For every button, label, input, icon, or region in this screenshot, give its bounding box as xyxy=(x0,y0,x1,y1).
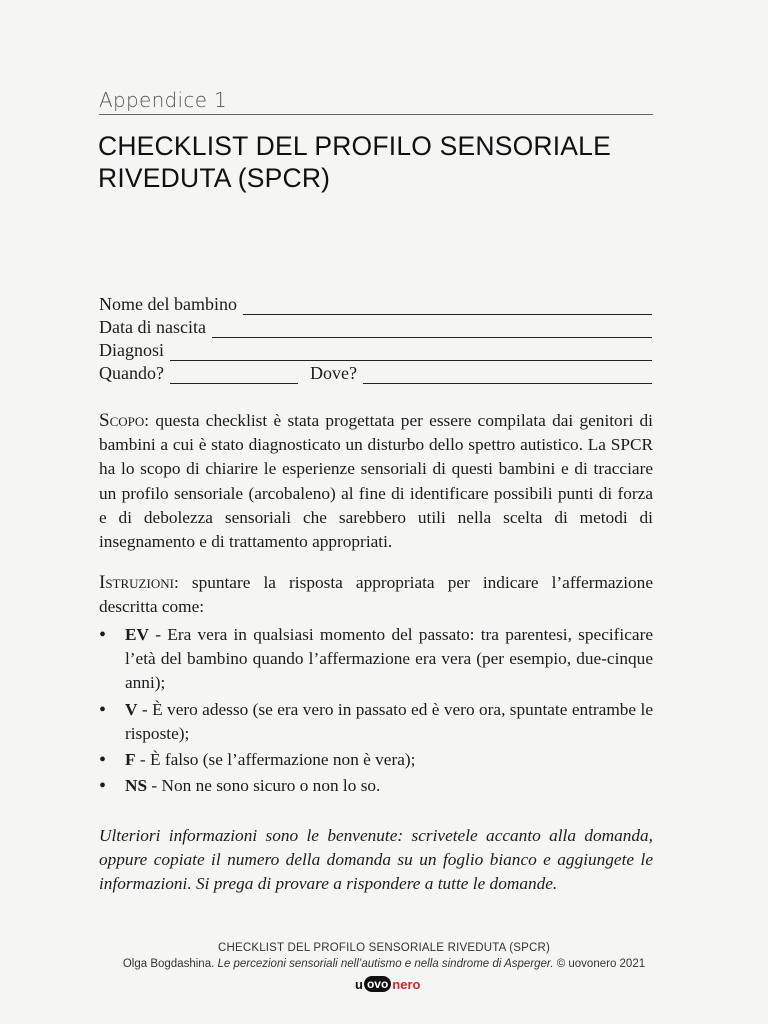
footer-credit xyxy=(0,958,768,970)
scopo-paragraph xyxy=(99,409,653,554)
list-item xyxy=(99,623,653,696)
title-line-2: RIVEDUTA (SPCR) xyxy=(98,163,331,193)
title-line-1: CHECKLIST DEL PROFILO SENSORIALE xyxy=(98,131,611,161)
code-ev: EV xyxy=(125,625,150,644)
item-text: - È vero adesso (se era vero in passato ed è vero ora, spuntate entrambe le risposte); xyxy=(125,699,653,743)
code-v: V xyxy=(125,699,138,719)
form-fields xyxy=(99,292,652,384)
istruzioni-text: : spuntare la risposta appropriata per indicare l’affermazione descritta come: xyxy=(99,573,653,617)
code-ns: NS xyxy=(125,776,148,796)
publisher-logo: u ovo nero xyxy=(355,976,421,992)
page-title xyxy=(98,130,658,194)
code-f: F xyxy=(125,750,136,770)
istruzioni-label: Istruzioni xyxy=(99,572,174,593)
when-label: Quando? xyxy=(99,363,164,383)
diagnosis-field[interactable] xyxy=(170,345,652,361)
when-where-row xyxy=(99,361,652,384)
footer-book: Le percezioni sensoriali nell’autismo e nella sindrome di Asperger. xyxy=(217,958,554,970)
footer-copyright: © uovonero 2021 xyxy=(556,958,646,970)
child-name-field[interactable] xyxy=(243,299,652,315)
item-text: - Non ne sono sicuro o non lo so. xyxy=(147,776,381,796)
item-text: - È falso (se l’affermazione non è vera); xyxy=(135,750,416,770)
note-paragraph: Ulteriori informazioni sono le benvenute: scrivetele accanto alla domanda, oppure copiate il numero della domanda su un foglio bianco e aggiungete le informazioni. Si prega di provare a rispondere a tutte le domande. xyxy=(99,826,653,894)
when-field[interactable] xyxy=(170,368,298,384)
list-item xyxy=(99,748,653,772)
scopo-label: Scopo xyxy=(99,410,145,431)
list-item xyxy=(99,698,653,746)
diagnosis-row xyxy=(99,338,652,361)
istruzioni-paragraph xyxy=(99,571,653,619)
diagnosis-label: Diagnosi xyxy=(99,340,164,360)
appendix-label: Appendice 1 xyxy=(99,88,653,115)
list-item xyxy=(99,774,653,798)
birth-date-label: Data di nascita xyxy=(99,317,206,337)
where-field[interactable] xyxy=(363,368,652,384)
child-name-label: Nome del bambino xyxy=(99,294,237,314)
instruction-list xyxy=(99,623,653,800)
item-text: - Era vera in qualsiasi momento del passato: tra parentesi, specificare l’età del bambino quando l’affermazione era vera (per esempio, due-cinque anni); xyxy=(125,625,653,693)
birth-date-row xyxy=(99,315,652,338)
birth-date-field[interactable] xyxy=(212,322,652,338)
where-label: Dove? xyxy=(309,363,357,383)
scopo-text: : questa checklist è stata progettata per essere compilata dai genitori di bambini a cui è stato diagnosticato un disturbo dello spettro autistico. La SPCR ha lo scopo di chiarire le esperienze sensoriali di questi bambini e di tracciare un profilo sensoriale (arcobaleno) al fine di identificare possibili punti di forza e di debolezza sensoriali che sarebbero utili nella scelta di metodi di insegnamento e di trattamento appropriati. xyxy=(99,411,653,552)
child-name-row xyxy=(99,292,652,315)
footer-title: CHECKLIST DEL PROFILO SENSORIALE RIVEDUTA (SPCR) xyxy=(217,942,551,954)
footer-author: Olga Bogdashina. xyxy=(122,958,215,970)
